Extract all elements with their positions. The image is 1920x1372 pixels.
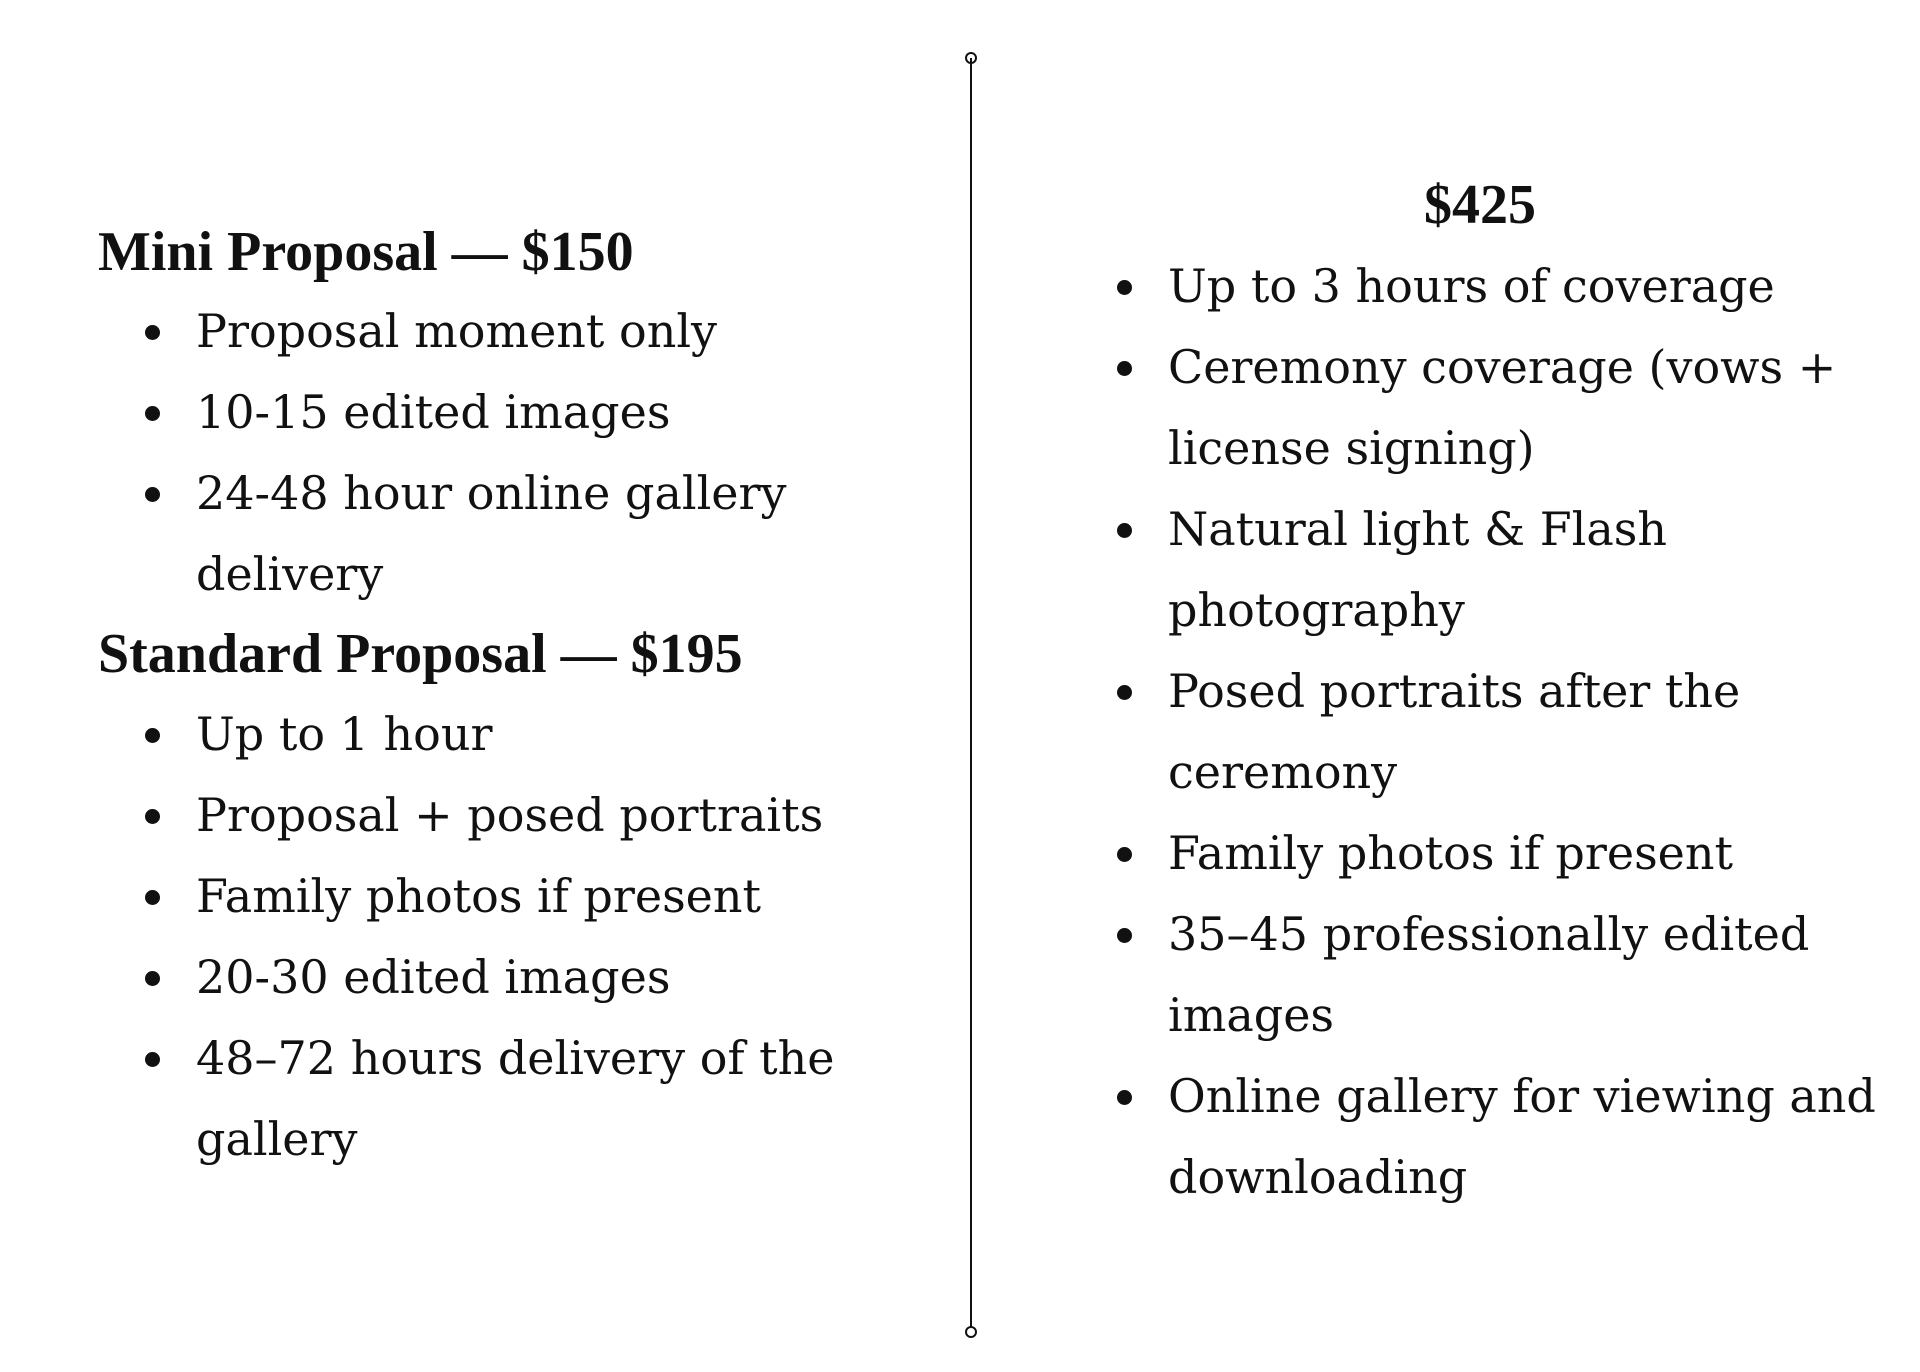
column-divider [963, 52, 979, 1338]
feature-item: 24-48 hour online gallery delivery [98, 453, 818, 615]
feature-item: Family photos if present [1070, 813, 1890, 894]
feature-item: Posed portraits after the ceremony [1070, 651, 1890, 813]
feature-item: 48–72 hours delivery of the gallery [98, 1018, 898, 1180]
feature-item: Up to 1 hour [98, 694, 898, 775]
mini-proposal-features [98, 291, 818, 615]
feature-item: 35–45 professionally edited images [1070, 894, 1890, 1056]
standard-proposal-features [98, 694, 898, 1180]
feature-item: Proposal + posed portraits [98, 775, 898, 856]
divider-bottom-cap [965, 1326, 977, 1338]
feature-item: Natural light & Flash photography [1070, 489, 1890, 651]
feature-item: 20-30 edited images [98, 937, 898, 1018]
divider-line [970, 58, 972, 1332]
feature-item: Up to 3 hours of coverage [1070, 246, 1890, 327]
standard-proposal-title: Standard Proposal — $195 [98, 623, 743, 685]
feature-item: Online gallery for viewing and downloading [1070, 1056, 1890, 1218]
package-price: $425 [1424, 174, 1536, 236]
feature-item: 10-15 edited images [98, 372, 818, 453]
package-features [1070, 246, 1890, 1218]
feature-item: Ceremony coverage (vows + license signing) [1070, 327, 1890, 489]
feature-item: Family photos if present [98, 856, 898, 937]
feature-item: Proposal moment only [98, 291, 818, 372]
mini-proposal-title: Mini Proposal — $150 [98, 221, 634, 283]
